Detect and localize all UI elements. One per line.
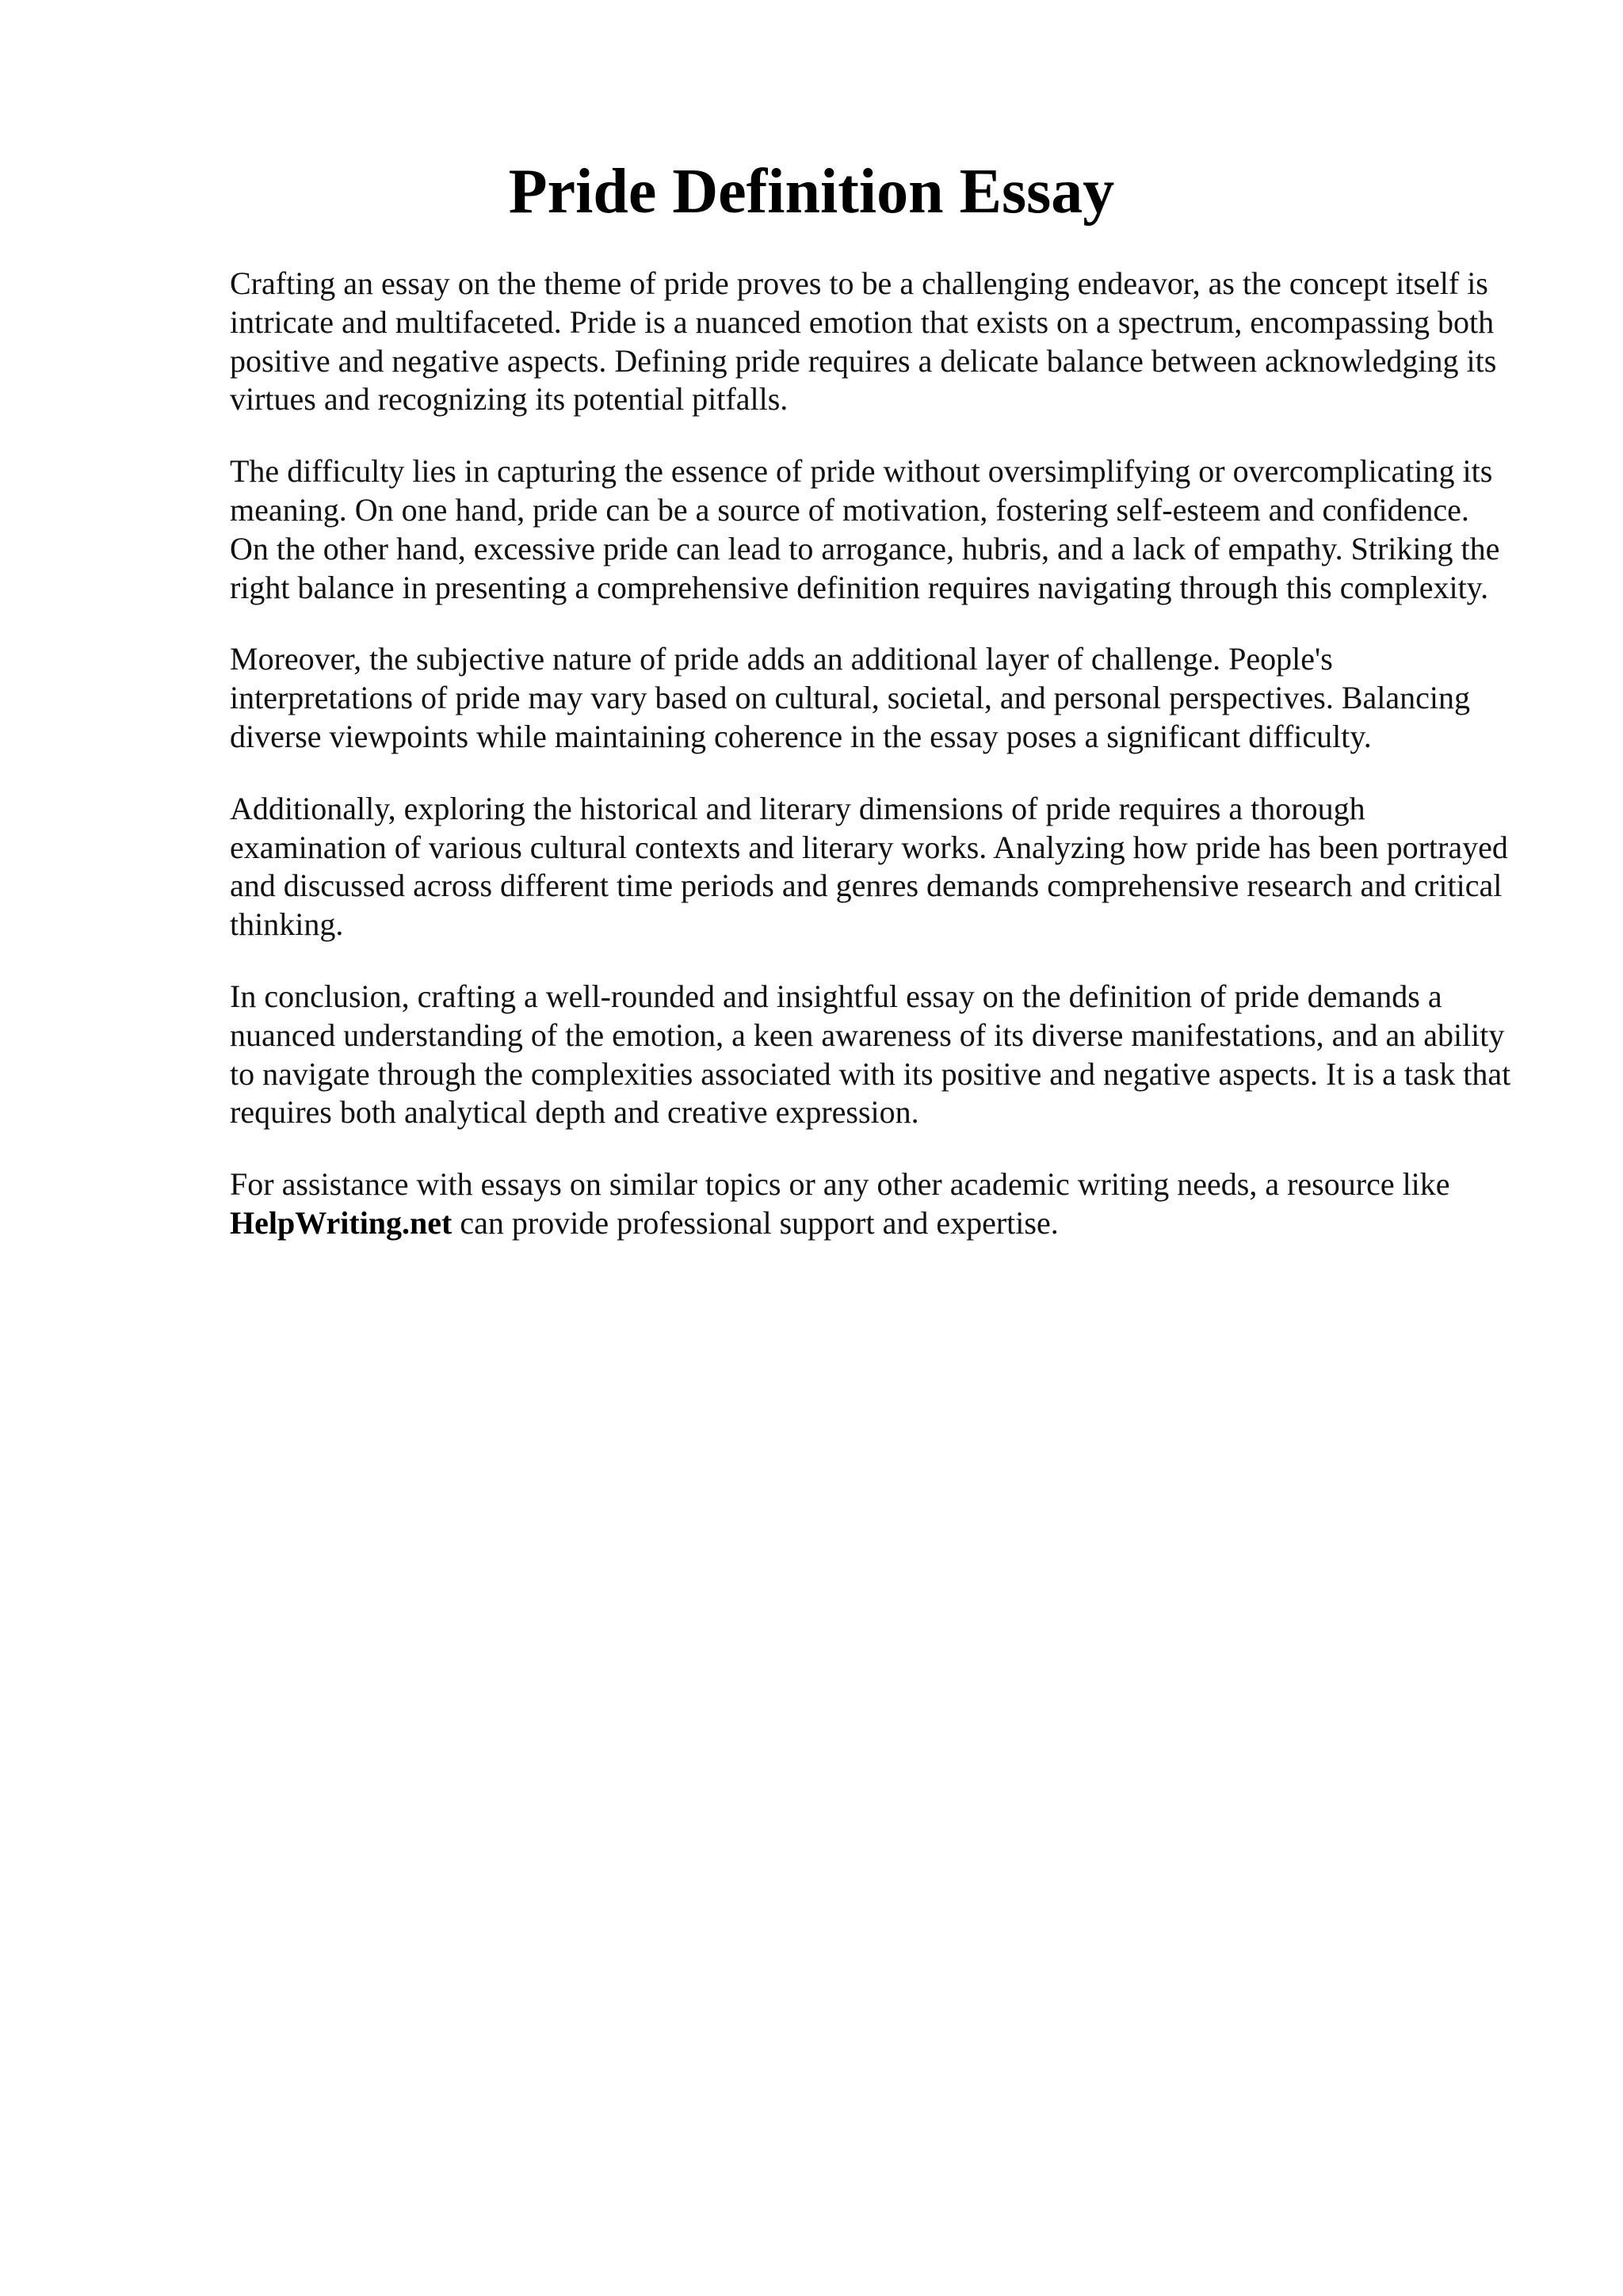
closing-text-before: For assistance with essays on similar topics or any other academic writing needs, a resource like: [230, 1166, 1450, 1203]
paragraph-1: Crafting an essay on the theme of pride proves to be a challenging endeavor, as the concept itself is intricate and multifaceted. Pride is a nuanced emotion that exists on a spectrum, encompassing both positive and negative aspects. Defining pride requires a delicate balance between acknowledging its virtues and recognizing its potential pitfalls.: [230, 265, 1497, 418]
paragraph-2: The difficulty lies in capturing the essence of pride without oversimplifying or overcomplicating its meaning. On one hand, pride can be a source of motivation, fostering self-esteem and confidence. On the other hand, excessive pride can lead to arrogance, hubris, and a lack of empathy. Striking the right balance in presenting a comprehensive definition requires navigating through this complexity.: [230, 453, 1500, 605]
paragraph-5: In conclusion, crafting a well-rounded and insightful essay on the definition of pride demands a nuanced understanding of the emotion, a keen awareness of its diverse manifestations, and an ability to navigate through the complexities associated with its positive and negative aspects. It is a task that requires both analytical depth and creative expression.: [230, 978, 1511, 1131]
paragraph-3: Moreover, the subjective nature of pride adds an additional layer of challenge. People's interpretations of pride may vary based on cultural, societal, and personal perspectives. Balancing diverse viewpoints while maintaining coherence in the essay poses a significant difficulty.: [230, 641, 1471, 754]
paragraph-4: Additionally, exploring the historical and literary dimensions of pride requires a thorough examination of various cultural contexts and literary works. Analyzing how pride has been portrayed and discussed across different time periods and genres demands comprehensive research and critical thinking.: [230, 790, 1508, 943]
helpwriting-brand: HelpWriting.net: [230, 1204, 453, 1241]
closing-paragraph: [230, 1165, 1514, 1243]
closing-text-after: can provide professional support and expertise.: [460, 1204, 1059, 1241]
essay-body: [230, 265, 1514, 1276]
document-title: Pride Definition Essay: [508, 157, 1115, 227]
